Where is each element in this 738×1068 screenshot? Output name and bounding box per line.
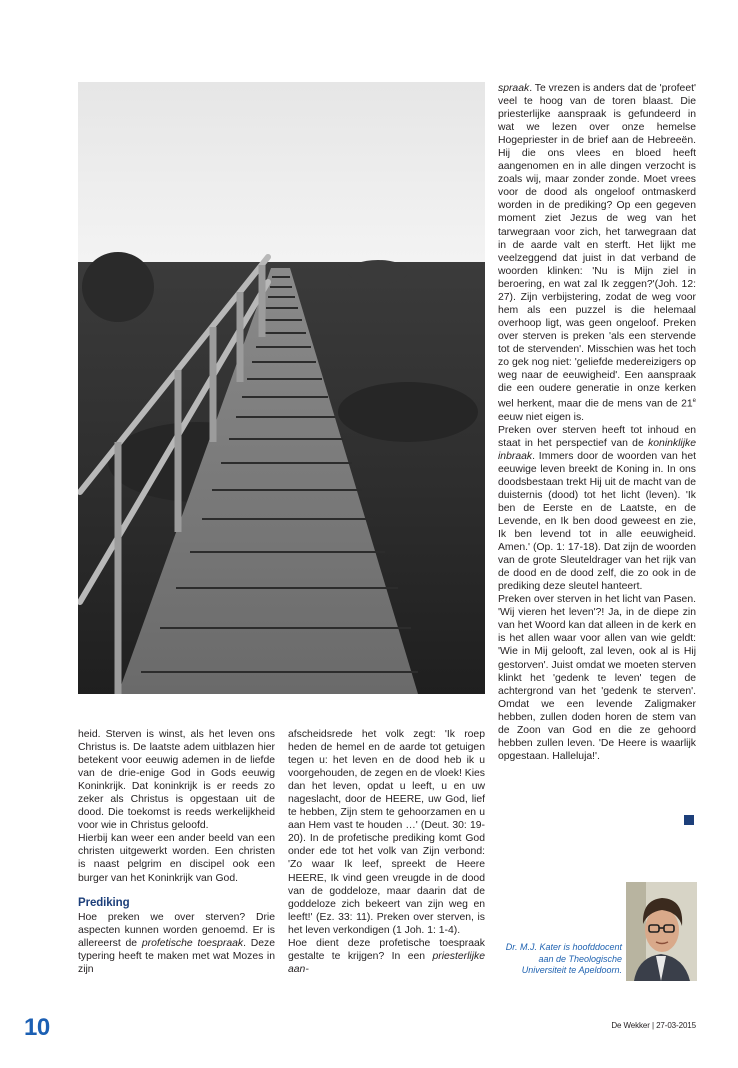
text-column-3 xyxy=(498,82,696,763)
page-number: 10 xyxy=(24,1014,50,1041)
paragraph: Hoe dient deze profetische toespraak gestalte te krijgen? In een priesterlijke aan- xyxy=(288,937,485,975)
text-column-1 xyxy=(78,728,275,976)
text-column-2 xyxy=(288,728,485,976)
staircase-illustration xyxy=(78,82,485,694)
paragraph: Hierbij kan weer een ander beeld van een christen uitgewerkt worden. Een christen is naast pelgrim en discipel ook een burger van het Koninkrijk van God. xyxy=(78,833,275,884)
paragraph: Preken over sterven in het licht van Pasen. 'Wij vieren het leven'?! Ja, in de diepe zin van het Woord kan dat alleen in de kerk en is het allen waar voor allen van wie geldt: 'Wie in Mij gelooft, zal leven, ook al is Hij gestorven'. Juist omdat we moeten sterven klinkt het 'gedenk te leven' tegen de achtergrond van het 'gedenk te sterven'. Omdat we een levende Zaligmaker hebben, zullen doden horen de stem van de Zoon van God en die ze gehoord hebben zullen leven. 'De Heere is waarlijk opgestaan. Halleluja!'. xyxy=(498,594,696,762)
staircase-photo xyxy=(78,82,485,694)
paragraph: afscheidsrede het volk zegt: 'Ik roep heden de hemel en de aarde tot getuigen tegen u: het leven en de dood heb ik u voorgehouden, de zegen en de vloek! Kies dan het leven, opdat u leeft, u en uw nageslacht, door de HEERE, uw God, lief te hebben, Zijn stem te gehoorzamen en u aan Hem vast te houden …' (Deut. 30: 19-20). In de profetische prediking komt God onder ede tot het volk van Zijn verbond: 'Zo waar Ik leef, spreekt de Heere HEERE, Ik vind geen vreugde in de dood van de goddeloze, maar daarin dat de goddeloze zich bekeert van zijn weg en leeft!' (Ez. 33: 11). Preken over sterven, is het leven verkondigen (1 Joh. 1: 1-4). xyxy=(288,729,485,936)
author-portrait xyxy=(626,882,697,981)
paragraph: Hoe preken we over sterven? Drie aspecten kunnen worden genoemd. Er is allereerst de profetische toespraak. Deze typering heeft te maken met wat Mozes in zijn xyxy=(78,911,275,975)
publication-footer: De Wekker | 27-03-2015 xyxy=(611,1021,696,1030)
article-end-mark xyxy=(684,815,694,825)
paragraph: Preken over sterven heeft tot inhoud en staat in het perspectief van de koninklijke inbraak. Immers door de woorden van het eeuwige leven breekt de Koning in. In ons doodsbestaan trekt Hij uit de macht van de duisternis (dood) tot het licht (leven). 'Ik ben de Eerste en de Laatste, en de Levende, en Ik ben dood geweest en zie, Ik ben levend tot in alle eeuwigheid. Amen.' (Op. 1: 17-18). Dat zijn de woorden van de grote Sleuteldrager van het rijk van de dood en de dood zelf, die zo ook in de prediking deze sleutel hanteert. xyxy=(498,424,696,593)
paragraph: heid. Sterven is winst, als het leven ons Christus is. De laatste adem uitblazen hier betekent voor eeuwig ademen in de liefde van de drie-enige God in Gods eeuwig Koninkrijk. Dat koninkrijk is er reeds zo zeker als Christus is opgestaan uit de dood. Die toekomst is reeds werkelijkheid voor wie in Christus geloofd. xyxy=(78,729,275,832)
author-portrait-illustration xyxy=(626,882,697,981)
section-heading-prediking: Prediking xyxy=(78,896,130,909)
author-caption: Dr. M.J. Kater is hoofddocent aan de Theologische Universiteit te Apeldoorn. xyxy=(505,942,622,976)
paragraph: spraak. Te vrezen is anders dat de 'profeet' veel te hoog van de toren blaast. Die priesterlijke aanspraak is gefundeerd in wat we lezen over onze hemelse Hogepriester in de brief aan de Hebreeën. Hij die ons vlees en bloed heeft aangenomen en in alle dingen verzocht is zoals wij, maar zonder zonde. Moet vrees voor de dood als ongeloof ontmaskerd worden in de prediking? Op een gegeven moment ziet Jezus de weg van het tarwegraan voor zich, het tarwegraan dat in de aarde valt en sterft. Het lijkt me veelzeggend dat juist in dat verband de woorden klinken: 'Nu is Mijn ziel in beroering, en wat zal Ik zeggen?'(Joh. 12: 27). Zijn verbijstering, zodat de weg voor hem als een puzzel is die helemaal overhoop ligt, was geen ongeloof. Preken over sterven is preken 'als een stervende tot de stervenden'. Misschien was het toch zo gek nog niet: 'geliefde medereizigers op weg naar de eeuwigheid'. Een aanspraak die een oudere generatie in onze kerken wel herkent, maar die de mens van de 21e eeuw niet eigen is. xyxy=(498,83,696,423)
